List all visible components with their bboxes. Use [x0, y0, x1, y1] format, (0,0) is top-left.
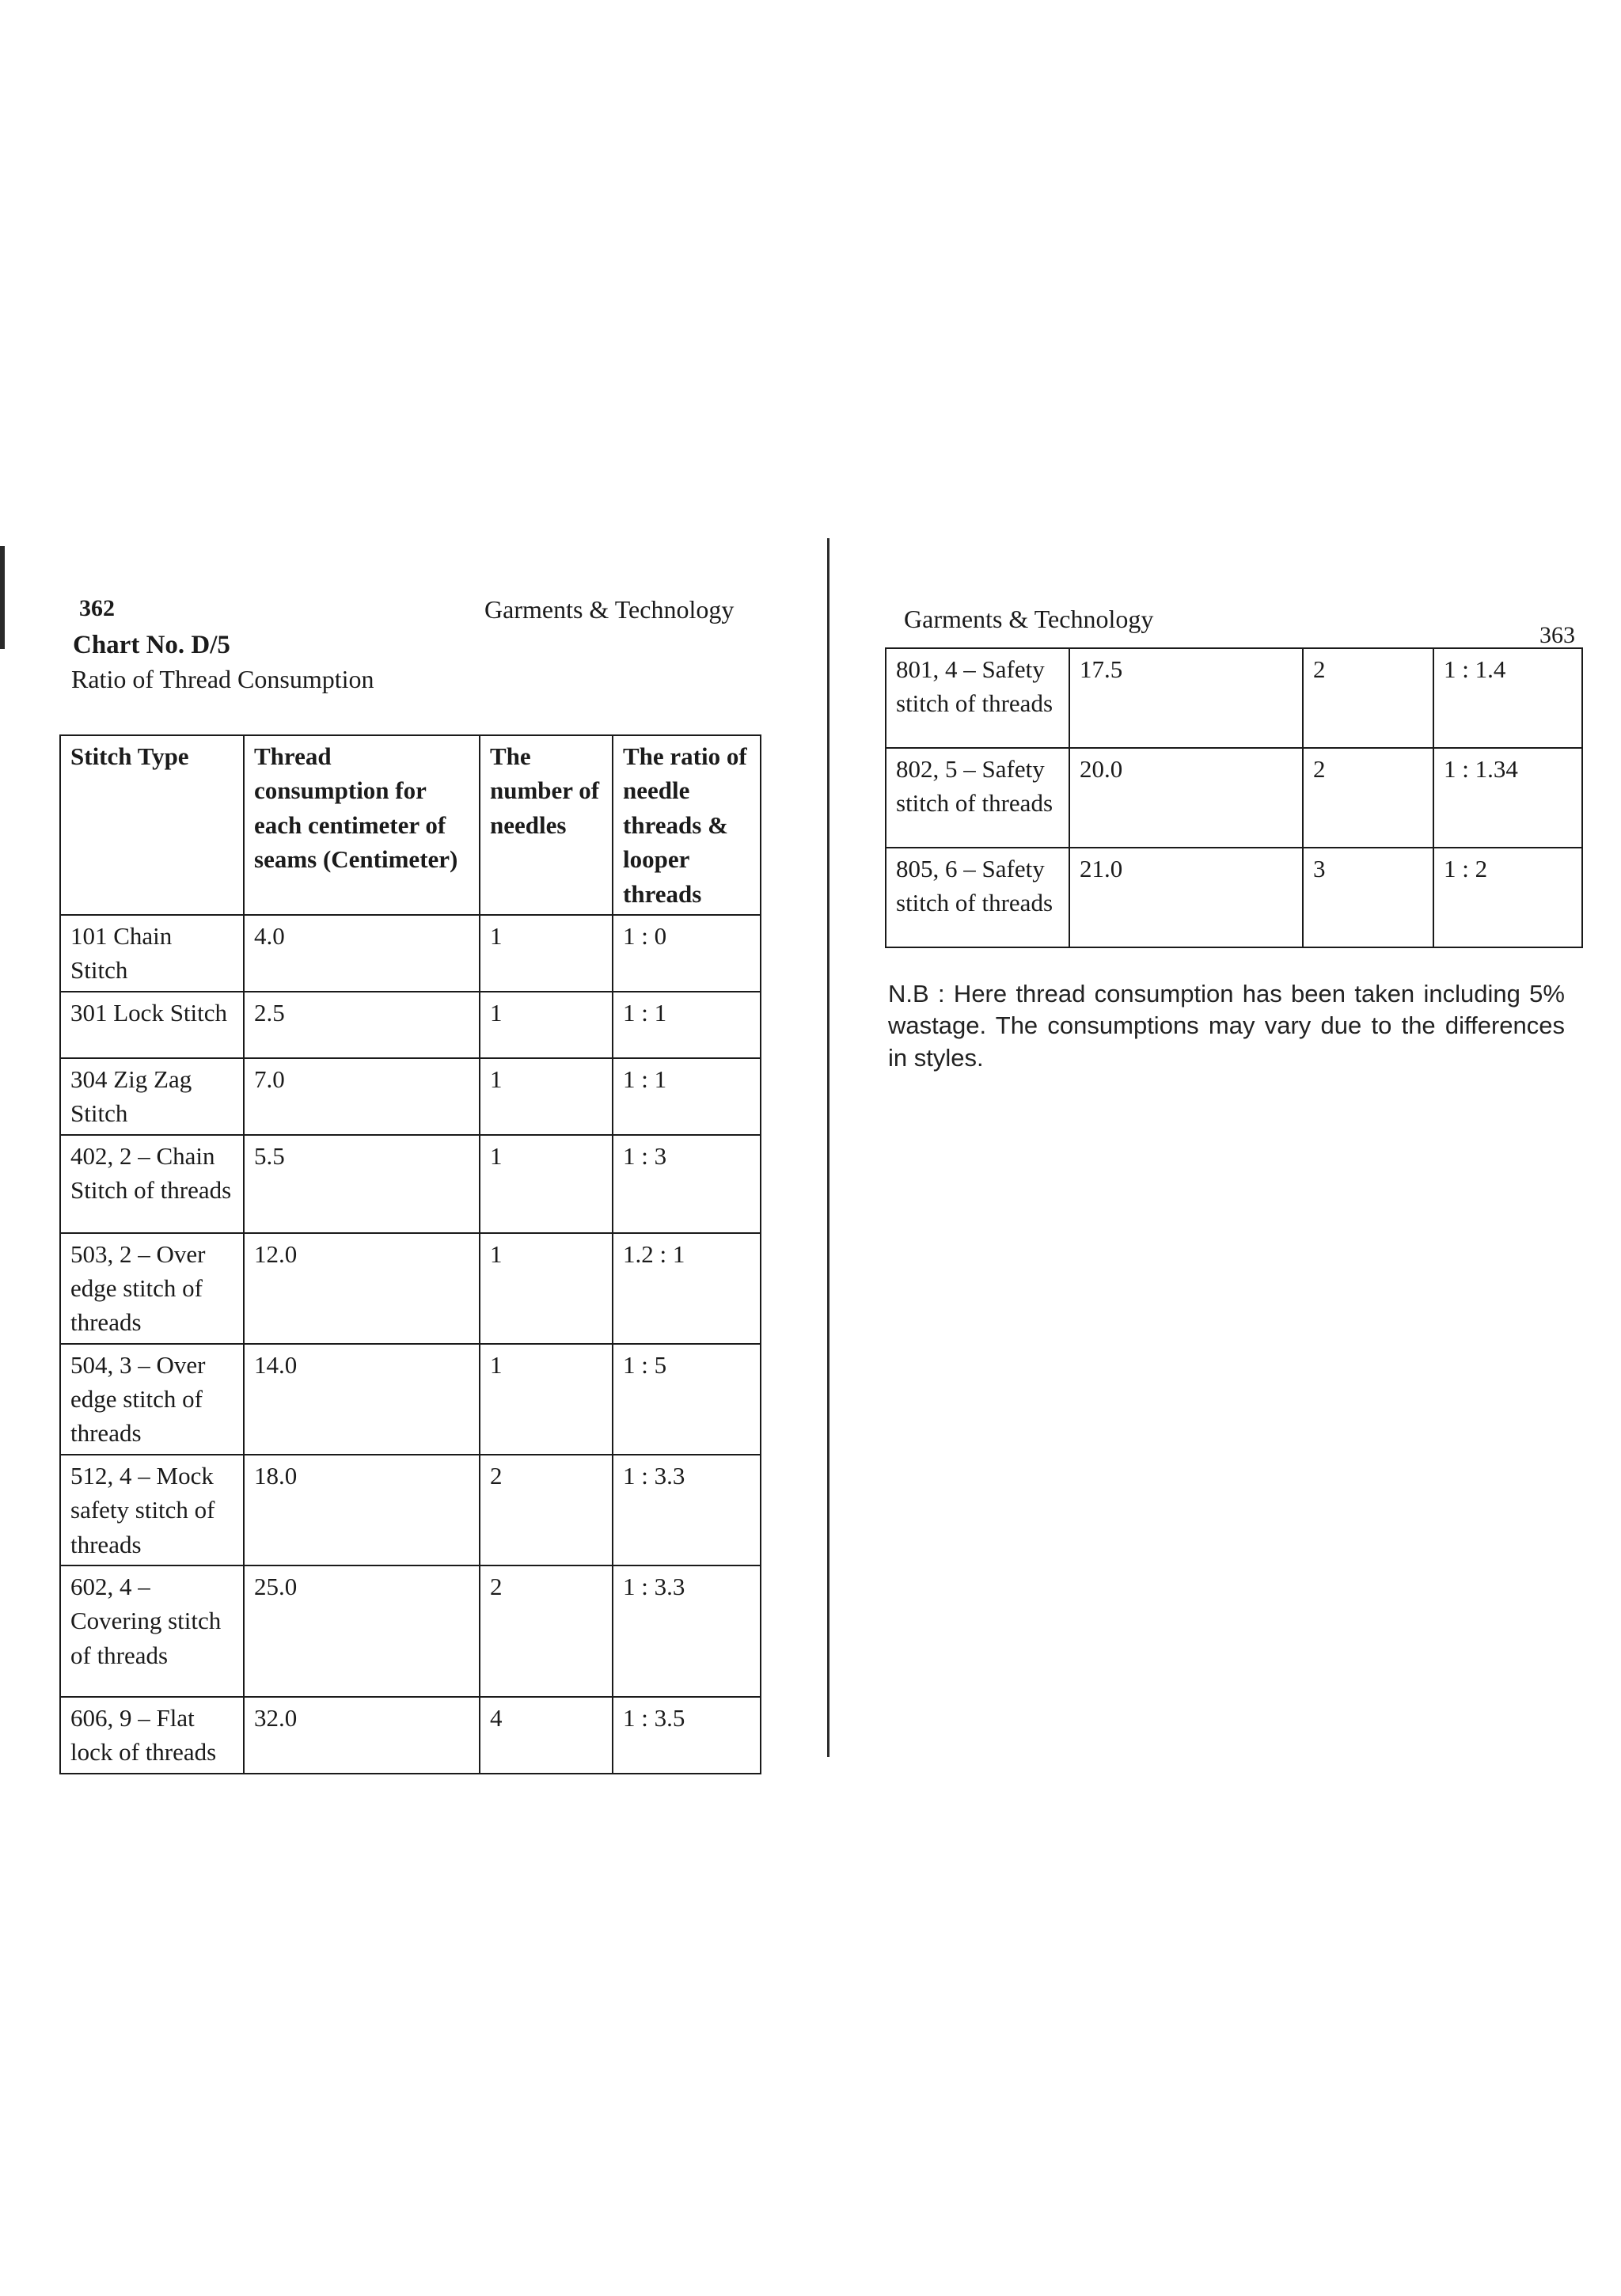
left-running-head: Garments & Technology — [484, 595, 735, 624]
thread-consumption-table — [59, 734, 761, 1774]
right-running-head: Garments & Technology — [904, 605, 1154, 633]
cell-consumption: 20.0 — [1069, 748, 1303, 848]
cell-needles: 1 — [480, 992, 613, 1058]
chart-title: Ratio of Thread Consumption — [71, 665, 374, 693]
cell-stitch-type: 101 Chain Stitch — [60, 915, 244, 992]
cell-needles: 2 — [480, 1455, 613, 1565]
footnote: N.B : Here thread consumption has been taken including 5% wastage. The consumptions may vary due to the differences in styles. — [888, 980, 1565, 1072]
cell-needles: 4 — [480, 1697, 613, 1774]
header-number-of-needles: The number of needles — [480, 735, 613, 915]
table-header-row — [60, 735, 761, 915]
cell-stitch-type: 503, 2 – Over edge stitch of threads — [60, 1233, 244, 1344]
cell-consumption: 4.0 — [244, 915, 480, 992]
cell-ratio: 1 : 1.4 — [1433, 648, 1582, 748]
cell-needles: 2 — [480, 1565, 613, 1697]
cell-ratio: 1 : 5 — [613, 1344, 761, 1455]
cell-ratio: 1 : 3 — [613, 1135, 761, 1233]
cell-needles: 1 — [480, 915, 613, 992]
cell-ratio: 1 : 2 — [1433, 848, 1582, 947]
table-row — [886, 648, 1582, 748]
cell-stitch-type: 606, 9 – Flat lock of threads — [60, 1697, 244, 1774]
cell-stitch-type: 402, 2 – Chain Stitch of threads — [60, 1135, 244, 1233]
cell-ratio: 1 : 3.5 — [613, 1697, 761, 1774]
header-stitch-type: Stitch Type — [60, 735, 244, 915]
table-row — [886, 848, 1582, 947]
cell-ratio: 1 : 1 — [613, 992, 761, 1058]
table-row — [60, 1058, 761, 1135]
cell-needles: 1 — [480, 1344, 613, 1455]
cell-needles: 1 — [480, 1058, 613, 1135]
cell-consumption: 21.0 — [1069, 848, 1303, 947]
cell-ratio: 1.2 : 1 — [613, 1233, 761, 1344]
cell-consumption: 25.0 — [244, 1565, 480, 1697]
cell-ratio: 1 : 0 — [613, 915, 761, 992]
page-edge-shadow — [0, 546, 5, 649]
header-ratio: The ratio of needle threads & looper threads — [613, 735, 761, 915]
table-row — [60, 1344, 761, 1455]
cell-consumption: 5.5 — [244, 1135, 480, 1233]
cell-consumption: 14.0 — [244, 1344, 480, 1455]
cell-stitch-type: 801, 4 – Safety stitch of threads — [886, 648, 1069, 748]
cell-needles: 1 — [480, 1233, 613, 1344]
thread-consumption-table-continued — [885, 647, 1583, 948]
page-gutter — [827, 538, 829, 1757]
table-row — [60, 992, 761, 1058]
right-page-number: 363 — [1539, 622, 1575, 648]
cell-needles: 1 — [480, 1135, 613, 1233]
cell-ratio: 1 : 3.3 — [613, 1565, 761, 1697]
cell-ratio: 1 : 3.3 — [613, 1455, 761, 1565]
table-row — [60, 1233, 761, 1344]
cell-stitch-type: 301 Lock Stitch — [60, 992, 244, 1058]
table-row — [60, 1697, 761, 1774]
header-thread-consumption: Thread consumption for each centimeter of seams (Centimeter) — [244, 735, 480, 915]
cell-needles: 2 — [1303, 648, 1433, 748]
chart-number: Chart No. D/5 — [73, 631, 230, 659]
cell-stitch-type: 602, 4 – Covering stitch of threads — [60, 1565, 244, 1697]
cell-consumption: 17.5 — [1069, 648, 1303, 748]
cell-stitch-type: 504, 3 – Over edge stitch of threads — [60, 1344, 244, 1455]
cell-consumption: 18.0 — [244, 1455, 480, 1565]
cell-consumption: 2.5 — [244, 992, 480, 1058]
cell-stitch-type: 802, 5 – Safety stitch of threads — [886, 748, 1069, 848]
cell-consumption: 12.0 — [244, 1233, 480, 1344]
table-row — [60, 1135, 761, 1233]
table-row — [60, 915, 761, 992]
table-row — [60, 1565, 761, 1697]
cell-needles: 3 — [1303, 848, 1433, 947]
left-page-number: 362 — [79, 595, 115, 621]
cell-ratio: 1 : 1 — [613, 1058, 761, 1135]
cell-consumption: 32.0 — [244, 1697, 480, 1774]
table-row — [886, 748, 1582, 848]
cell-ratio: 1 : 1.34 — [1433, 748, 1582, 848]
cell-consumption: 7.0 — [244, 1058, 480, 1135]
cell-needles: 2 — [1303, 748, 1433, 848]
table-row — [60, 1455, 761, 1565]
cell-stitch-type: 512, 4 – Mock safety stitch of threads — [60, 1455, 244, 1565]
cell-stitch-type: 304 Zig Zag Stitch — [60, 1058, 244, 1135]
cell-stitch-type: 805, 6 – Safety stitch of threads — [886, 848, 1069, 947]
